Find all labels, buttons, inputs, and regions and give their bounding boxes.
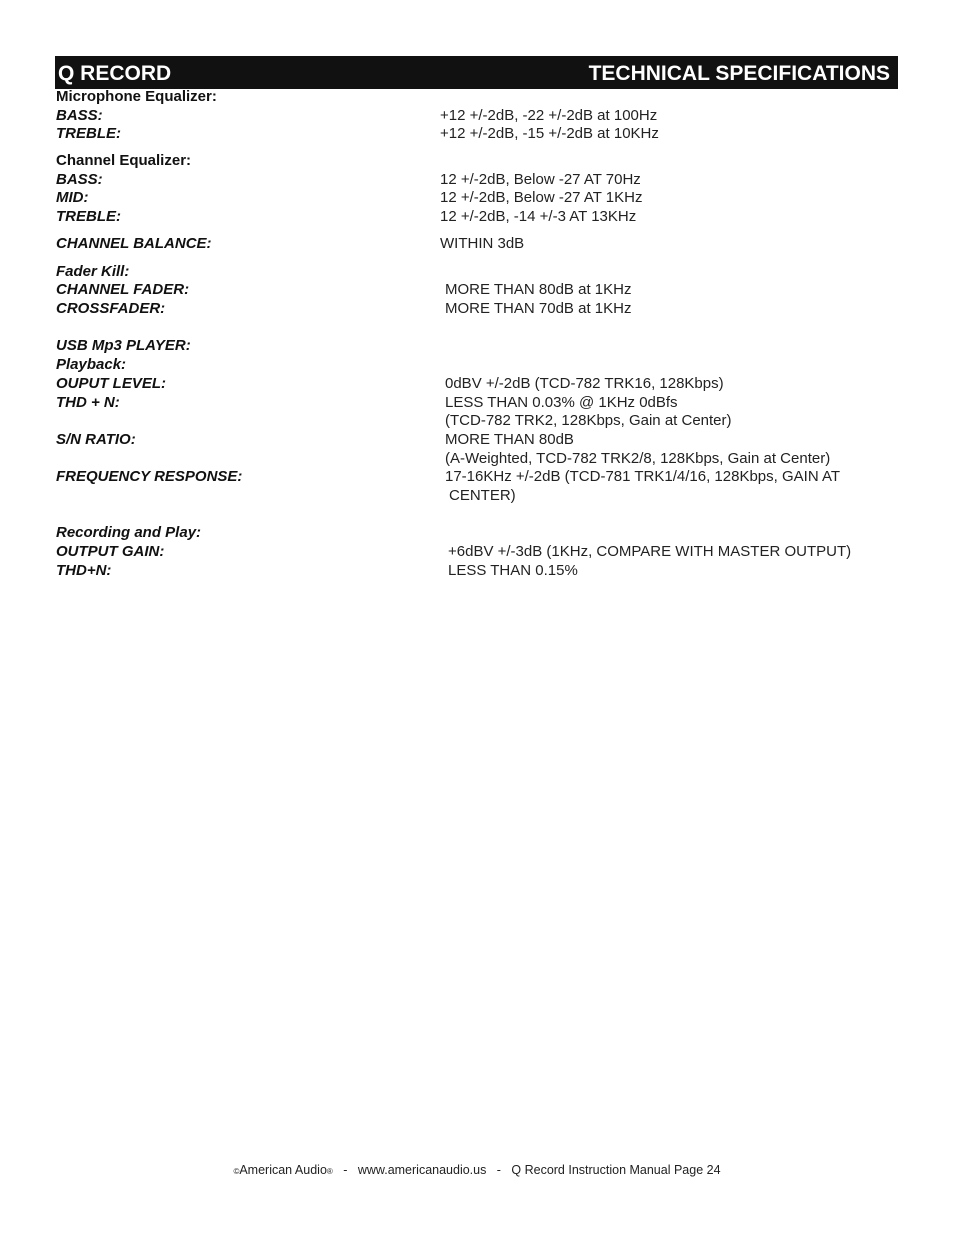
crossfader-value: MORE THAN 70dB at 1KHz [445,300,632,317]
copyright-symbol: © [233,1167,240,1176]
channel-bass-label: BASS: [56,171,103,188]
channel-fader-value: MORE THAN 80dB at 1KHz [445,281,632,298]
channel-fader-label: CHANNEL FADER: [56,281,190,298]
channel-bass-value: 12 +/-2dB, Below -27 AT 70Hz [440,171,641,188]
recording-thd-label: THD+N: [56,562,112,579]
channel-eq-heading: Channel Equalizer: [56,152,192,169]
product-title: Q RECORD [58,62,172,85]
channel-treble-value: 12 +/-2dB, -14 +/-3 AT 13KHz [440,208,637,225]
channel-balance-label: CHANNEL BALANCE: [56,235,212,252]
frequency-response-value-cont: CENTER) [449,487,516,504]
section-header [55,56,898,89]
footer-website: www.americanaudio.us [357,1163,487,1177]
mic-eq-heading: Microphone Equalizer: [56,88,217,105]
mic-bass-label: BASS: [56,107,103,124]
recording-play-heading: Recording and Play: [56,524,202,541]
usb-player-heading: USB Mp3 PLAYER: [56,337,191,354]
channel-mid-value: 12 +/-2dB, Below -27 AT 1KHz [440,189,643,206]
channel-balance-value: WITHIN 3dB [440,235,525,252]
output-level-value: 0dBV +/-2dB (TCD-782 TRK16, 128Kbps) [445,375,724,392]
channel-treble-label: TREBLE: [56,208,121,225]
output-gain-value: +6dBV +/-3dB (1KHz, COMPARE WITH MASTER OUTPUT) [448,543,852,560]
output-level-label: OUPUT LEVEL: [56,375,167,392]
mic-treble-value: +12 +/-2dB, -15 +/-2dB at 10KHz [440,125,659,142]
frequency-response-label: FREQUENCY RESPONSE: [56,468,243,485]
sn-ratio-value-note: (A-Weighted, TCD-782 TRK2/8, 128Kbps, Gain at Center) [445,450,831,467]
thd-value-note: (TCD-782 TRK2, 128Kbps, Gain at Center) [445,412,732,429]
registered-symbol: ® [326,1167,333,1176]
channel-mid-label: MID: [56,189,89,206]
sn-ratio-label: S/N RATIO: [56,431,136,448]
sn-ratio-value: MORE THAN 80dB [445,431,574,448]
footer-brand: American Audio [239,1163,327,1177]
fader-kill-heading: Fader Kill: [56,263,130,280]
section-title: TECHNICAL SPECIFICATIONS [588,62,890,85]
footer-separator-2: - [496,1163,501,1177]
footer-separator: - [343,1163,348,1177]
mic-bass-value: +12 +/-2dB, -22 +/-2dB at 100Hz [440,107,658,124]
thd-value: LESS THAN 0.03% @ 1KHz 0dBfs [445,394,678,411]
thd-label: THD + N: [56,394,120,411]
mic-treble-label: TREBLE: [56,125,121,142]
output-gain-label: OUTPUT GAIN: [56,543,165,560]
crossfader-label: CROSSFADER: [56,300,166,317]
recording-thd-value: LESS THAN 0.15% [448,562,578,579]
playback-heading: Playback: [56,356,127,373]
footer-page-text: Q Record Instruction Manual Page 24 [511,1163,721,1177]
frequency-response-value: 17-16KHz +/-2dB (TCD-781 TRK1/4/16, 128Kbps, GAIN AT [445,468,841,485]
page-footer [0,1163,954,1177]
